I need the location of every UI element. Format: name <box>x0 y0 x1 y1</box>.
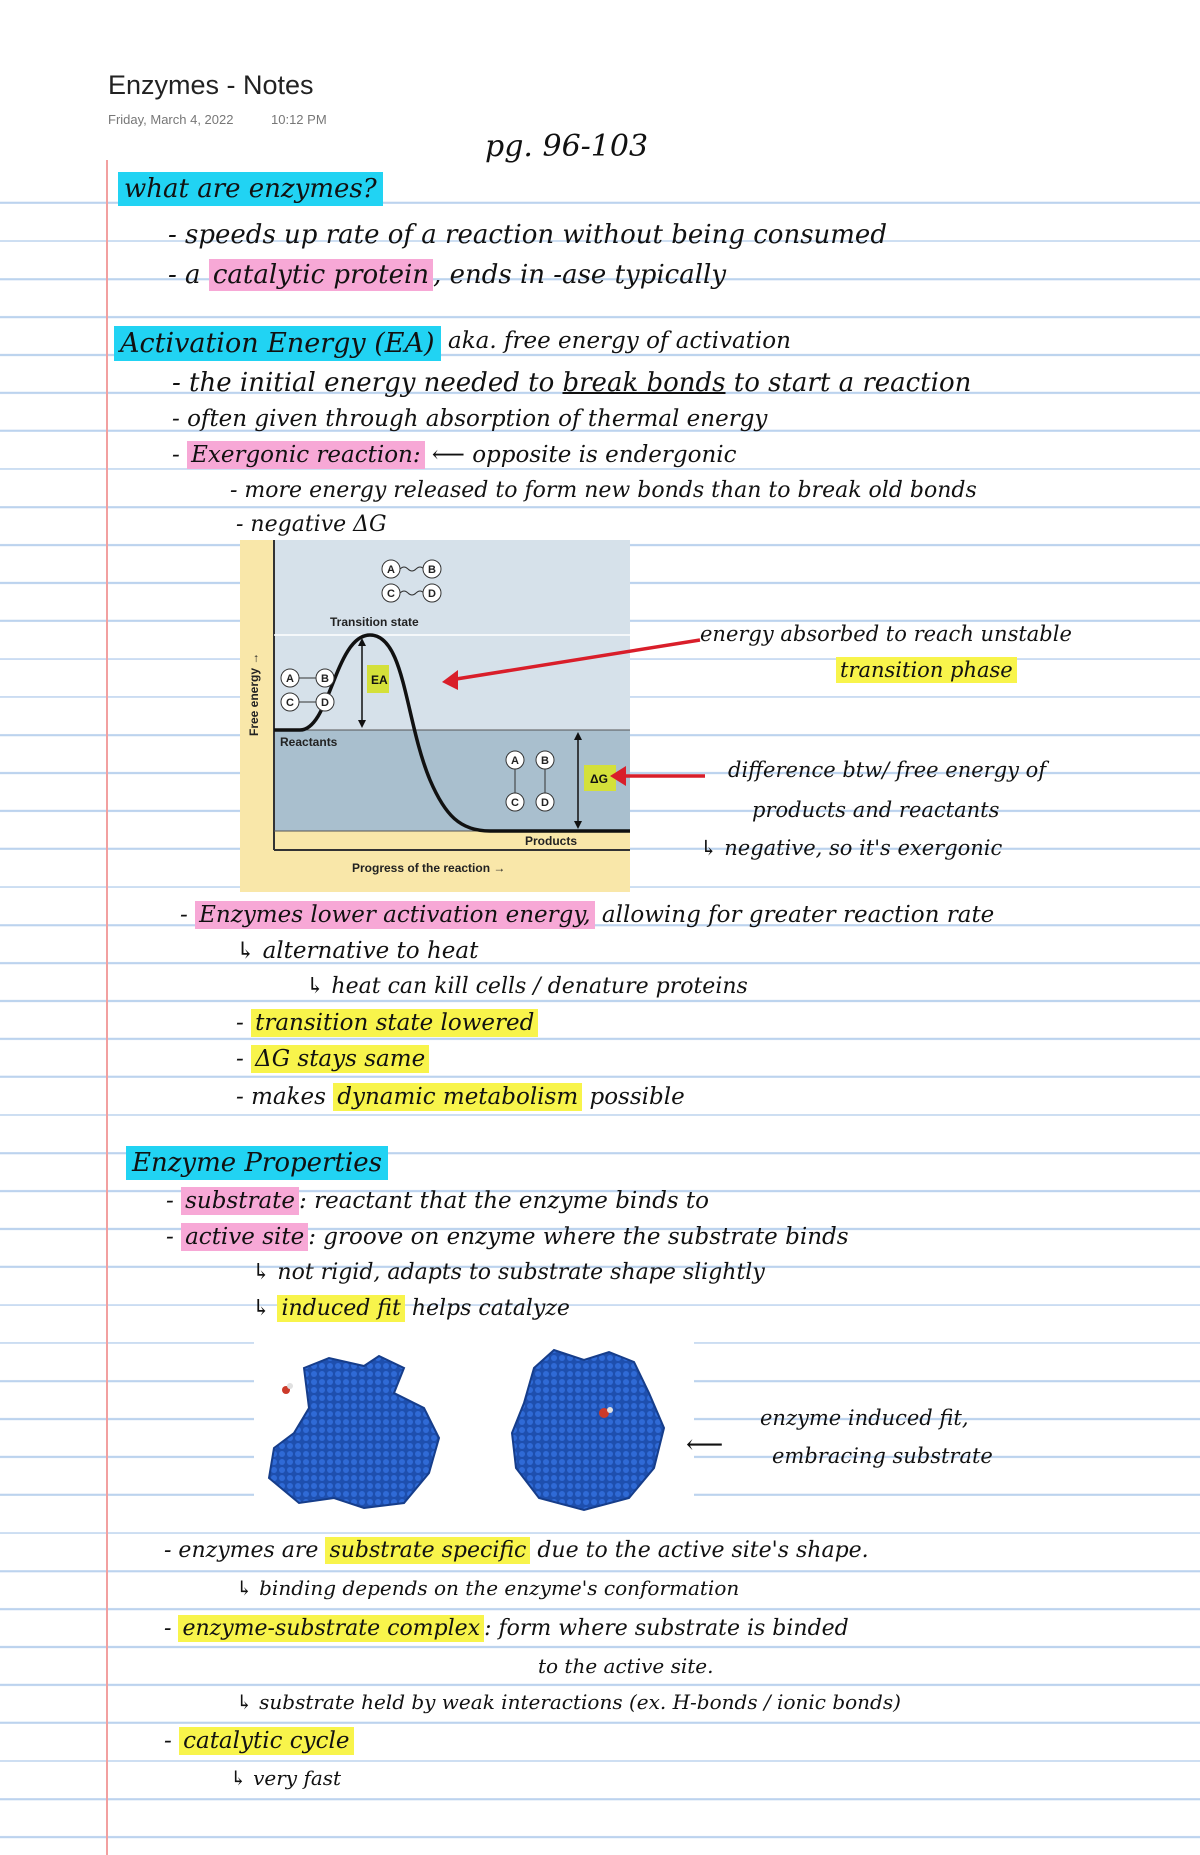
heading-text: Activation Energy (EA) <box>114 326 441 361</box>
image-annotation: enzyme induced fit, <box>760 1406 969 1430</box>
dg-pointer-head <box>610 766 626 786</box>
text: - <box>236 1046 252 1072</box>
highlight: active site <box>181 1223 308 1251</box>
text: : groove on enzyme where the substrate binds <box>308 1224 849 1250</box>
text: - makes <box>236 1084 334 1110</box>
note-line <box>236 1086 685 1109</box>
note-line <box>166 1190 709 1213</box>
margin-line <box>106 0 108 1855</box>
highlight: enzyme-substrate complex <box>178 1615 484 1642</box>
highlight: Enzymes lower activation energy, <box>195 901 595 929</box>
note-line: ↳ alternative to heat <box>236 938 479 964</box>
text: - enzymes are <box>164 1538 326 1563</box>
highlight: Exergonic reaction: <box>187 441 425 469</box>
text: due to the active site's shape. <box>530 1538 869 1563</box>
highlight: catalytic cycle <box>179 1727 353 1755</box>
bound-substrate <box>607 1407 613 1413</box>
note-line <box>164 1540 869 1562</box>
note-line <box>172 370 971 396</box>
text: to start a reaction <box>725 368 972 398</box>
highlight: dynamic metabolism <box>333 1083 582 1111</box>
underlined-text: break bonds <box>562 368 726 398</box>
substrate-molecule <box>287 1383 293 1389</box>
text: - <box>172 442 188 468</box>
highlight: induced fit <box>277 1295 404 1322</box>
text: ⟵ opposite is endergonic <box>431 442 737 468</box>
heading-text: Enzyme Properties <box>126 1146 388 1180</box>
molecule-letter: B <box>428 564 436 576</box>
ea-label: EA <box>371 673 388 687</box>
text: , ends in -ase typically <box>433 260 727 290</box>
text: - <box>180 902 196 928</box>
text: - <box>166 1224 182 1250</box>
molecule-letter: C <box>286 697 294 709</box>
text: allowing for greater reaction rate <box>594 902 995 928</box>
text: - <box>166 1188 182 1214</box>
molecule-letter: C <box>387 588 395 600</box>
molecule-letter: D <box>428 588 436 600</box>
x-axis-label: Progress of the reaction → <box>352 861 506 875</box>
note-line <box>164 1618 849 1640</box>
text: - a <box>168 260 209 290</box>
y-axis-label: Free energy → <box>247 652 261 736</box>
note-line <box>166 1226 849 1249</box>
heading-what-are-enzymes <box>118 176 383 202</box>
heading-text: what are enzymes? <box>118 172 383 206</box>
page-date: Friday, March 4, 2022 <box>108 112 234 127</box>
note-line <box>236 1048 429 1071</box>
ea-pointer-head <box>442 670 458 690</box>
text: : form where substrate is binded <box>484 1616 849 1641</box>
note-line: ↳ binding depends on the enzyme's conformation <box>236 1576 740 1600</box>
text: - <box>164 1616 179 1641</box>
page-reference: pg. 96-103 <box>485 129 649 164</box>
note-line <box>180 904 994 927</box>
annotation-ea: energy absorbed to reach unstable <box>700 622 1072 646</box>
page-time: 10:12 PM <box>271 112 327 127</box>
note-line: to the active site. <box>538 1654 714 1678</box>
molecule-letter: A <box>387 564 395 576</box>
highlight: ΔG stays same <box>251 1045 429 1073</box>
heading-enzyme-properties <box>126 1150 388 1176</box>
note-line: - speeds up rate of a reaction without being consumed <box>168 220 887 250</box>
text: : reactant that the enzyme binds to <box>299 1188 710 1214</box>
image-arrow: ⟵ <box>686 1430 724 1460</box>
text: - the initial energy needed to <box>172 368 563 398</box>
note-line: ↳ substrate held by weak interactions (ex. H-bonds / ionic bonds) <box>236 1690 901 1714</box>
note-line: - often given through absorption of thermal energy <box>172 406 768 432</box>
heading-activation-energy <box>114 330 441 357</box>
highlight: transition phase <box>836 657 1017 683</box>
molecule-letter: B <box>541 755 549 767</box>
text: possible <box>582 1084 685 1110</box>
note-line: ↳ not rigid, adapts to substrate shape slightly <box>252 1260 765 1285</box>
annotation-dg: difference btw/ free energy of <box>728 758 1047 782</box>
note-line <box>172 444 737 467</box>
image-annotation: embracing substrate <box>772 1444 993 1468</box>
annotation-arrows <box>430 600 710 800</box>
molecule-letter: A <box>286 673 294 685</box>
highlight: transition state lowered <box>251 1009 538 1037</box>
note-line: ↳ heat can kill cells / denature proteins <box>306 974 748 999</box>
annotation-dg: products and reactants <box>752 798 1000 822</box>
molecule-letter: D <box>321 697 329 709</box>
note-line <box>168 262 726 288</box>
molecule-letter: B <box>321 673 329 685</box>
note-line <box>236 1012 538 1035</box>
highlight: catalytic protein <box>209 259 433 291</box>
text: - <box>236 1010 252 1036</box>
note-line: - negative ΔG <box>236 512 387 537</box>
text: helps catalyze <box>404 1296 570 1321</box>
ea-pointer-arrow <box>450 640 700 680</box>
note-line <box>164 1730 354 1753</box>
molecule-letter: A <box>511 755 519 767</box>
dg-label: ΔG <box>590 772 608 786</box>
text: - <box>164 1728 180 1754</box>
annotation-dg: ↳ negative, so it's exergonic <box>700 836 1003 860</box>
note-line <box>252 1298 570 1320</box>
enzyme-induced-fit-images <box>254 1338 694 1513</box>
highlight: substrate specific <box>325 1537 530 1564</box>
note-line: ↳ very fast <box>230 1766 342 1790</box>
molecule-letter: D <box>541 797 549 809</box>
products-label: Products <box>525 834 578 848</box>
molecule-letter: C <box>511 797 519 809</box>
reactants-label: Reactants <box>280 735 338 749</box>
transition-state-label: Transition state <box>330 615 419 629</box>
note-line: - more energy released to form new bonds than to break old bonds <box>230 478 977 503</box>
page-title[interactable]: Enzymes - Notes <box>108 70 314 100</box>
highlight: substrate <box>181 1187 299 1215</box>
annotation-ea-highlight <box>836 660 1017 681</box>
text: ↳ <box>252 1296 278 1321</box>
note-line: aka. free energy of activation <box>448 328 791 354</box>
